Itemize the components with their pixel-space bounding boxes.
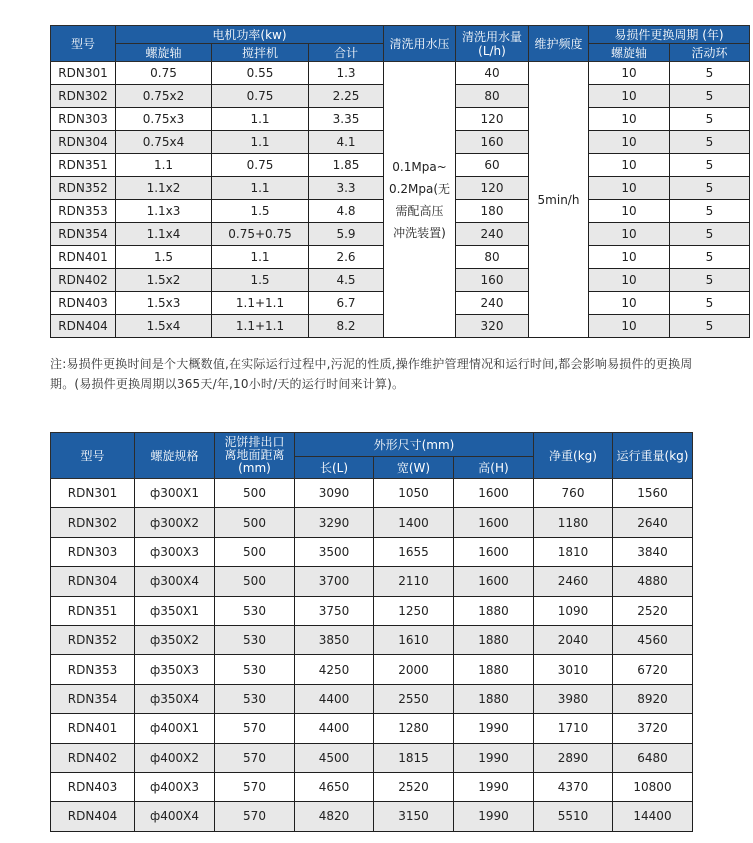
cell-total-power: 4.8	[309, 200, 384, 223]
cell-wash-water: 120	[456, 108, 529, 131]
cell-height: 1600	[454, 567, 534, 596]
cell-length: 4250	[295, 655, 374, 684]
cell-length: 3090	[295, 479, 374, 508]
cell-total-power: 8.2	[309, 315, 384, 338]
cell-model: RDN354	[51, 223, 116, 246]
table-row	[51, 508, 693, 537]
cell-net-weight: 2460	[534, 567, 613, 596]
cell-net-weight: 2890	[534, 743, 613, 772]
header-dimensions: 外形尺寸(mm)	[295, 433, 534, 457]
cell-total-power: 3.3	[309, 177, 384, 200]
cell-net-weight: 3980	[534, 684, 613, 713]
cell-height: 1600	[454, 508, 534, 537]
cell-width: 2110	[374, 567, 454, 596]
cell-run-weight: 14400	[613, 802, 693, 831]
cell-model: RDN351	[51, 154, 116, 177]
header-screw-shaft: 螺旋轴	[116, 44, 212, 62]
cell-mixer-power: 0.55	[212, 62, 309, 85]
cell-cake-height: 530	[215, 625, 295, 654]
cell-wear-ring: 5	[670, 223, 750, 246]
cell-mixer-power: 1.1+1.1	[212, 292, 309, 315]
cell-wear-ring: 5	[670, 154, 750, 177]
header-cake-height: 泥饼排出口 离地面距离 (mm)	[215, 433, 295, 479]
table1-header	[51, 26, 750, 62]
cell-mixer-power: 1.1	[212, 131, 309, 154]
cell-model: RDN303	[51, 537, 135, 566]
cell-screw-spec: ф350X1	[135, 596, 215, 625]
cell-model: RDN352	[51, 177, 116, 200]
cell-wear-screw: 10	[589, 246, 670, 269]
cell-wash-water: 320	[456, 315, 529, 338]
cell-mixer-power: 1.1	[212, 177, 309, 200]
cell-wear-ring: 5	[670, 108, 750, 131]
cell-height: 1600	[454, 537, 534, 566]
cell-width: 1610	[374, 625, 454, 654]
cell-screw-power: 1.5x2	[116, 269, 212, 292]
cell-wear-ring: 5	[670, 292, 750, 315]
header-motor-power: 电机功率(kw)	[116, 26, 384, 44]
header-wear-ring: 活动环	[670, 44, 750, 62]
cell-wash-water: 160	[456, 131, 529, 154]
cell-width: 1815	[374, 743, 454, 772]
cell-screw-spec: ф300X4	[135, 567, 215, 596]
cell-height: 1880	[454, 625, 534, 654]
cell-cake-height: 500	[215, 567, 295, 596]
header-mixer: 搅拌机	[212, 44, 309, 62]
motor-power-table	[50, 25, 750, 338]
cell-width: 1050	[374, 479, 454, 508]
cell-wear-screw: 10	[589, 85, 670, 108]
cell-cake-height: 530	[215, 655, 295, 684]
cell-cake-height: 570	[215, 772, 295, 801]
table-row	[51, 479, 693, 508]
cell-model: RDN403	[51, 772, 135, 801]
cell-run-weight: 6720	[613, 655, 693, 684]
header-run-weight: 运行重量(kg)	[613, 433, 693, 479]
cell-model: RDN303	[51, 108, 116, 131]
cell-run-weight: 10800	[613, 772, 693, 801]
cell-wear-ring: 5	[670, 177, 750, 200]
cell-screw-power: 0.75x3	[116, 108, 212, 131]
cell-wash-water: 40	[456, 62, 529, 85]
cell-model: RDN304	[51, 131, 116, 154]
cell-screw-spec: ф300X1	[135, 479, 215, 508]
cell-model: RDN354	[51, 684, 135, 713]
cell-model: RDN402	[51, 269, 116, 292]
note-text: 注:易损件更换时间是个大概数值,在实际运行过程中,污泥的性质,操作维护管理情况和运行时间,都会影响易损件的更换周期。(易损件更换周期以365天/年,10小时/天的运行时间来计算)。	[50, 357, 693, 391]
header-width: 宽(W)	[374, 457, 454, 479]
cell-mixer-power: 1.1	[212, 108, 309, 131]
table-row	[51, 596, 693, 625]
cell-model: RDN401	[51, 246, 116, 269]
cell-height: 1880	[454, 684, 534, 713]
cell-wear-screw: 10	[589, 200, 670, 223]
cell-cake-height: 500	[215, 537, 295, 566]
cell-screw-spec: ф400X1	[135, 714, 215, 743]
cell-wear-ring: 5	[670, 62, 750, 85]
cell-model: RDN404	[51, 802, 135, 831]
cell-run-weight: 2520	[613, 596, 693, 625]
cell-width: 2520	[374, 772, 454, 801]
cell-wash-water: 240	[456, 292, 529, 315]
cell-model: RDN352	[51, 625, 135, 654]
cell-screw-power: 1.5x4	[116, 315, 212, 338]
cell-wash-water: 240	[456, 223, 529, 246]
table-row	[51, 772, 693, 801]
cell-total-power: 3.35	[309, 108, 384, 131]
cell-screw-spec: ф350X3	[135, 655, 215, 684]
table2-header	[51, 433, 693, 479]
cell-cake-height: 500	[215, 508, 295, 537]
table-row	[51, 684, 693, 713]
cell-mixer-power: 0.75	[212, 85, 309, 108]
cell-screw-power: 1.1x4	[116, 223, 212, 246]
cell-wear-ring: 5	[670, 315, 750, 338]
header-height: 高(H)	[454, 457, 534, 479]
cell-wash-water: 80	[456, 85, 529, 108]
cell-wear-screw: 10	[589, 315, 670, 338]
cell-total-power: 2.6	[309, 246, 384, 269]
dimensions-table	[50, 432, 693, 832]
table-row	[51, 537, 693, 566]
cell-height: 1600	[454, 479, 534, 508]
cell-total-power: 5.9	[309, 223, 384, 246]
cell-length: 3500	[295, 537, 374, 566]
cell-wear-ring: 5	[670, 85, 750, 108]
cell-screw-spec: ф300X2	[135, 508, 215, 537]
header-total: 合计	[309, 44, 384, 62]
cell-run-weight: 8920	[613, 684, 693, 713]
cell-run-weight: 2640	[613, 508, 693, 537]
cell-screw-power: 1.1	[116, 154, 212, 177]
table-row	[51, 62, 750, 85]
cell-wash-water: 160	[456, 269, 529, 292]
cell-screw-spec: ф350X4	[135, 684, 215, 713]
cell-model: RDN304	[51, 567, 135, 596]
header-wear-parts: 易损件更换周期 (年)	[589, 26, 750, 44]
cell-net-weight: 4370	[534, 772, 613, 801]
cell-run-weight: 3840	[613, 537, 693, 566]
cell-wear-ring: 5	[670, 246, 750, 269]
cell-width: 1250	[374, 596, 454, 625]
cell-width: 2000	[374, 655, 454, 684]
cell-screw-spec: ф400X2	[135, 743, 215, 772]
cell-model: RDN353	[51, 655, 135, 684]
cell-net-weight: 3010	[534, 655, 613, 684]
cell-net-weight: 5510	[534, 802, 613, 831]
cell-screw-power: 1.5x3	[116, 292, 212, 315]
cell-height: 1990	[454, 743, 534, 772]
header-model: 型号	[51, 26, 116, 62]
cell-wash-pressure: 0.1Mpa~ 0.2Mpa(无 需配高压 冲洗装置)	[384, 62, 456, 338]
cell-wear-screw: 10	[589, 292, 670, 315]
cell-width: 2550	[374, 684, 454, 713]
header-wash-pressure: 清洗用水压	[384, 26, 456, 62]
cell-mixer-power: 1.5	[212, 200, 309, 223]
header-screw-spec: 螺旋规格	[135, 433, 215, 479]
header-net-weight: 净重(kg)	[534, 433, 613, 479]
cell-cake-height: 570	[215, 714, 295, 743]
cell-length: 4400	[295, 684, 374, 713]
header-model: 型号	[51, 433, 135, 479]
cell-screw-power: 1.5	[116, 246, 212, 269]
cell-screw-power: 1.1x3	[116, 200, 212, 223]
cell-net-weight: 760	[534, 479, 613, 508]
cell-net-weight: 1090	[534, 596, 613, 625]
cell-model: RDN402	[51, 743, 135, 772]
cell-length: 4400	[295, 714, 374, 743]
cell-wash-water: 80	[456, 246, 529, 269]
cell-net-weight: 1180	[534, 508, 613, 537]
cell-length: 3750	[295, 596, 374, 625]
cell-mixer-power: 1.1+1.1	[212, 315, 309, 338]
cell-net-weight: 1810	[534, 537, 613, 566]
table-row	[51, 625, 693, 654]
cell-wear-ring: 5	[670, 269, 750, 292]
cell-length: 4650	[295, 772, 374, 801]
cell-model: RDN353	[51, 200, 116, 223]
cell-run-weight: 6480	[613, 743, 693, 772]
cell-height: 1880	[454, 596, 534, 625]
cell-screw-spec: ф300X3	[135, 537, 215, 566]
cell-screw-power: 0.75	[116, 62, 212, 85]
cell-model: RDN302	[51, 85, 116, 108]
cell-total-power: 1.3	[309, 62, 384, 85]
cell-height: 1990	[454, 714, 534, 743]
cell-wear-screw: 10	[589, 154, 670, 177]
cell-run-weight: 3720	[613, 714, 693, 743]
cell-wear-screw: 10	[589, 223, 670, 246]
cell-wear-screw: 10	[589, 177, 670, 200]
cell-run-weight: 1560	[613, 479, 693, 508]
cell-total-power: 4.5	[309, 269, 384, 292]
cell-wear-screw: 10	[589, 62, 670, 85]
cell-wash-water: 120	[456, 177, 529, 200]
cell-length: 3290	[295, 508, 374, 537]
cell-screw-spec: ф350X2	[135, 625, 215, 654]
table-row	[51, 567, 693, 596]
cell-net-weight: 2040	[534, 625, 613, 654]
cell-length: 3850	[295, 625, 374, 654]
header-maintenance: 维护频度	[529, 26, 589, 62]
cell-run-weight: 4560	[613, 625, 693, 654]
header-wear-screw: 螺旋轴	[589, 44, 670, 62]
cell-wear-screw: 10	[589, 108, 670, 131]
table-row	[51, 714, 693, 743]
cell-screw-spec: ф400X3	[135, 772, 215, 801]
cell-mixer-power: 0.75+0.75	[212, 223, 309, 246]
cell-mixer-power: 0.75	[212, 154, 309, 177]
cell-model: RDN404	[51, 315, 116, 338]
table2-body	[51, 479, 693, 832]
cell-cake-height: 500	[215, 479, 295, 508]
cell-cake-height: 570	[215, 802, 295, 831]
cell-cake-height: 530	[215, 684, 295, 713]
cell-wash-water: 60	[456, 154, 529, 177]
cell-screw-power: 1.1x2	[116, 177, 212, 200]
cell-model: RDN301	[51, 479, 135, 508]
cell-height: 1990	[454, 802, 534, 831]
header-wash-water: 清洗用水量 (L/h)	[456, 26, 529, 62]
cell-width: 1280	[374, 714, 454, 743]
cell-length: 3700	[295, 567, 374, 596]
cell-wear-ring: 5	[670, 200, 750, 223]
cell-width: 3150	[374, 802, 454, 831]
cell-net-weight: 1710	[534, 714, 613, 743]
cell-total-power: 4.1	[309, 131, 384, 154]
cell-mixer-power: 1.1	[212, 246, 309, 269]
cell-height: 1990	[454, 772, 534, 801]
table-row	[51, 802, 693, 831]
cell-wear-screw: 10	[589, 131, 670, 154]
cell-model: RDN301	[51, 62, 116, 85]
cell-screw-power: 0.75x2	[116, 85, 212, 108]
table-row	[51, 655, 693, 684]
cell-total-power: 1.85	[309, 154, 384, 177]
cell-height: 1880	[454, 655, 534, 684]
cell-mixer-power: 1.5	[212, 269, 309, 292]
cell-model: RDN403	[51, 292, 116, 315]
cell-length: 4820	[295, 802, 374, 831]
cell-screw-spec: ф400X4	[135, 802, 215, 831]
cell-cake-height: 530	[215, 596, 295, 625]
cell-cake-height: 570	[215, 743, 295, 772]
cell-wash-water: 180	[456, 200, 529, 223]
cell-total-power: 2.25	[309, 85, 384, 108]
cell-width: 1400	[374, 508, 454, 537]
cell-maintenance: 5min/h	[529, 62, 589, 338]
cell-model: RDN401	[51, 714, 135, 743]
cell-model: RDN351	[51, 596, 135, 625]
cell-screw-power: 0.75x4	[116, 131, 212, 154]
header-length: 长(L)	[295, 457, 374, 479]
cell-wear-ring: 5	[670, 131, 750, 154]
cell-length: 4500	[295, 743, 374, 772]
cell-total-power: 6.7	[309, 292, 384, 315]
cell-model: RDN302	[51, 508, 135, 537]
cell-width: 1655	[374, 537, 454, 566]
table-row	[51, 743, 693, 772]
cell-wear-screw: 10	[589, 269, 670, 292]
cell-run-weight: 4880	[613, 567, 693, 596]
table1-body	[51, 62, 750, 338]
